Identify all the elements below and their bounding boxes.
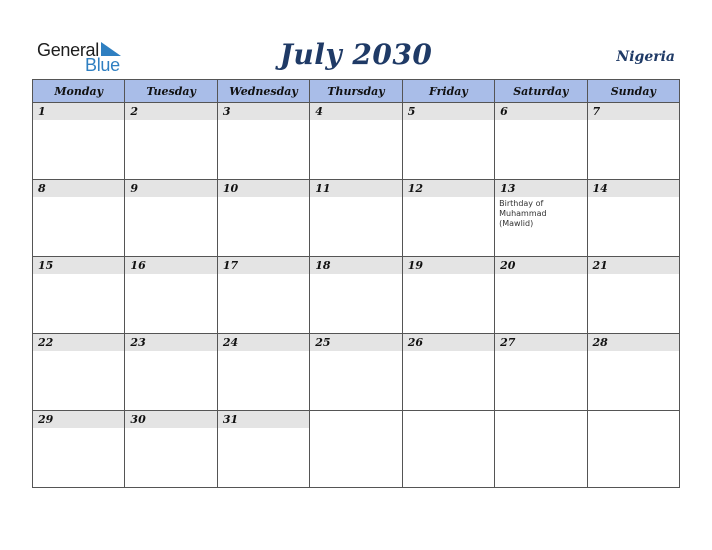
day-number: 17 [222, 259, 239, 272]
day-cell [310, 180, 402, 257]
day-number: 23 [130, 336, 146, 349]
day-number: 1 [38, 105, 46, 118]
day-cell [310, 257, 402, 334]
week-row [33, 411, 680, 488]
day-number: 28 [592, 336, 608, 349]
day-number: 7 [592, 105, 601, 118]
day-cell [125, 411, 217, 488]
day-cell [125, 334, 217, 411]
weekday-saturday: Saturday [495, 80, 587, 103]
day-cell [402, 334, 494, 411]
day-number-bar [495, 334, 586, 351]
day-number-bar [495, 257, 586, 274]
day-number: 22 [38, 336, 54, 349]
day-cell [217, 103, 309, 180]
day-cell [402, 411, 494, 488]
day-number-bar [218, 103, 309, 120]
day-number-bar [403, 334, 494, 351]
day-cell [33, 103, 125, 180]
day-number-bar [33, 334, 124, 351]
country-label: Nigeria [616, 49, 675, 65]
weekday-header-row [33, 80, 680, 103]
holiday-event: Birthday of Muhammad (Mawlid) [499, 199, 547, 228]
day-cell [587, 103, 679, 180]
day-number-bar [33, 257, 124, 274]
day-cell [402, 257, 494, 334]
week-row [33, 180, 680, 257]
day-number: 29 [38, 413, 54, 426]
day-number-bar [588, 103, 679, 120]
day-number-bar [310, 257, 401, 274]
day-number: 20 [500, 259, 516, 272]
day-cell [587, 180, 679, 257]
day-number: 18 [315, 259, 331, 272]
day-number: 16 [130, 259, 146, 272]
day-cell [310, 411, 402, 488]
day-number-bar [33, 180, 124, 197]
day-number: 9 [130, 182, 139, 195]
day-number: 25 [315, 336, 331, 349]
day-cell [125, 180, 217, 257]
day-number: 30 [130, 413, 146, 426]
weekday-friday: Friday [402, 80, 494, 103]
day-cell [33, 180, 125, 257]
day-cell [495, 180, 587, 257]
weekday-monday: Monday [33, 80, 125, 103]
day-cell [33, 411, 125, 488]
week-row [33, 257, 680, 334]
day-number-bar [310, 103, 401, 120]
day-cell [402, 103, 494, 180]
day-cell [587, 257, 679, 334]
day-cell [310, 334, 402, 411]
day-number: 21 [592, 259, 608, 272]
day-number: 27 [500, 336, 516, 349]
weekday-tuesday: Tuesday [125, 80, 217, 103]
day-number-bar [218, 334, 309, 351]
day-cell [402, 180, 494, 257]
week-row [33, 334, 680, 411]
day-number: 14 [592, 182, 608, 195]
day-number: 13 [500, 182, 516, 195]
day-cell [495, 257, 587, 334]
day-number: 24 [222, 336, 239, 349]
day-number: 8 [38, 182, 46, 195]
day-cell [310, 103, 402, 180]
weekday-wednesday: Wednesday [217, 80, 309, 103]
day-cell [587, 411, 679, 488]
day-number-bar [218, 257, 309, 274]
day-cell [495, 334, 587, 411]
day-number-bar [588, 257, 679, 274]
day-number-bar [125, 257, 216, 274]
day-number-bar [33, 411, 124, 428]
weekday-thursday: Thursday [310, 80, 402, 103]
day-cell [217, 180, 309, 257]
day-number-bar [588, 334, 679, 351]
day-cell [495, 411, 587, 488]
day-number: 2 [130, 105, 139, 118]
day-number: 11 [315, 182, 331, 195]
day-number-bar [33, 103, 124, 120]
day-number-bar [125, 180, 216, 197]
logo-text-general: General [37, 40, 99, 60]
day-cell [33, 334, 125, 411]
day-number: 12 [407, 182, 423, 195]
day-number: 3 [222, 105, 231, 118]
day-number-bar [310, 180, 401, 197]
day-number: 5 [407, 105, 416, 118]
day-cell [217, 334, 309, 411]
day-cell [125, 257, 217, 334]
day-cell [217, 411, 309, 488]
day-number-bar [310, 334, 401, 351]
week-row [33, 103, 680, 180]
weekday-sunday: Sunday [587, 80, 679, 103]
day-number-bar [403, 180, 494, 197]
day-cell [33, 257, 125, 334]
day-number: 26 [407, 336, 423, 349]
day-cell [125, 103, 217, 180]
day-number-bar [218, 180, 309, 197]
day-number-bar [125, 334, 216, 351]
logo-text-blue: Blue [85, 55, 120, 75]
day-number-bar [588, 180, 679, 197]
page-title: July 2030 [279, 38, 433, 71]
day-number-bar [403, 103, 494, 120]
day-number: 10 [222, 182, 239, 195]
day-number: 6 [500, 105, 508, 118]
day-number-bar [125, 411, 216, 428]
day-number-bar [218, 411, 309, 428]
day-cell [495, 103, 587, 180]
day-number: 19 [407, 259, 423, 272]
calendar-grid [32, 79, 680, 488]
day-number-bar [125, 103, 216, 120]
day-cell [587, 334, 679, 411]
day-cell [217, 257, 309, 334]
day-number: 4 [315, 105, 323, 118]
day-number-bar [495, 180, 586, 197]
day-number-bar [403, 257, 494, 274]
day-number-bar [495, 103, 586, 120]
day-number: 31 [222, 413, 239, 426]
day-number: 15 [38, 259, 54, 272]
